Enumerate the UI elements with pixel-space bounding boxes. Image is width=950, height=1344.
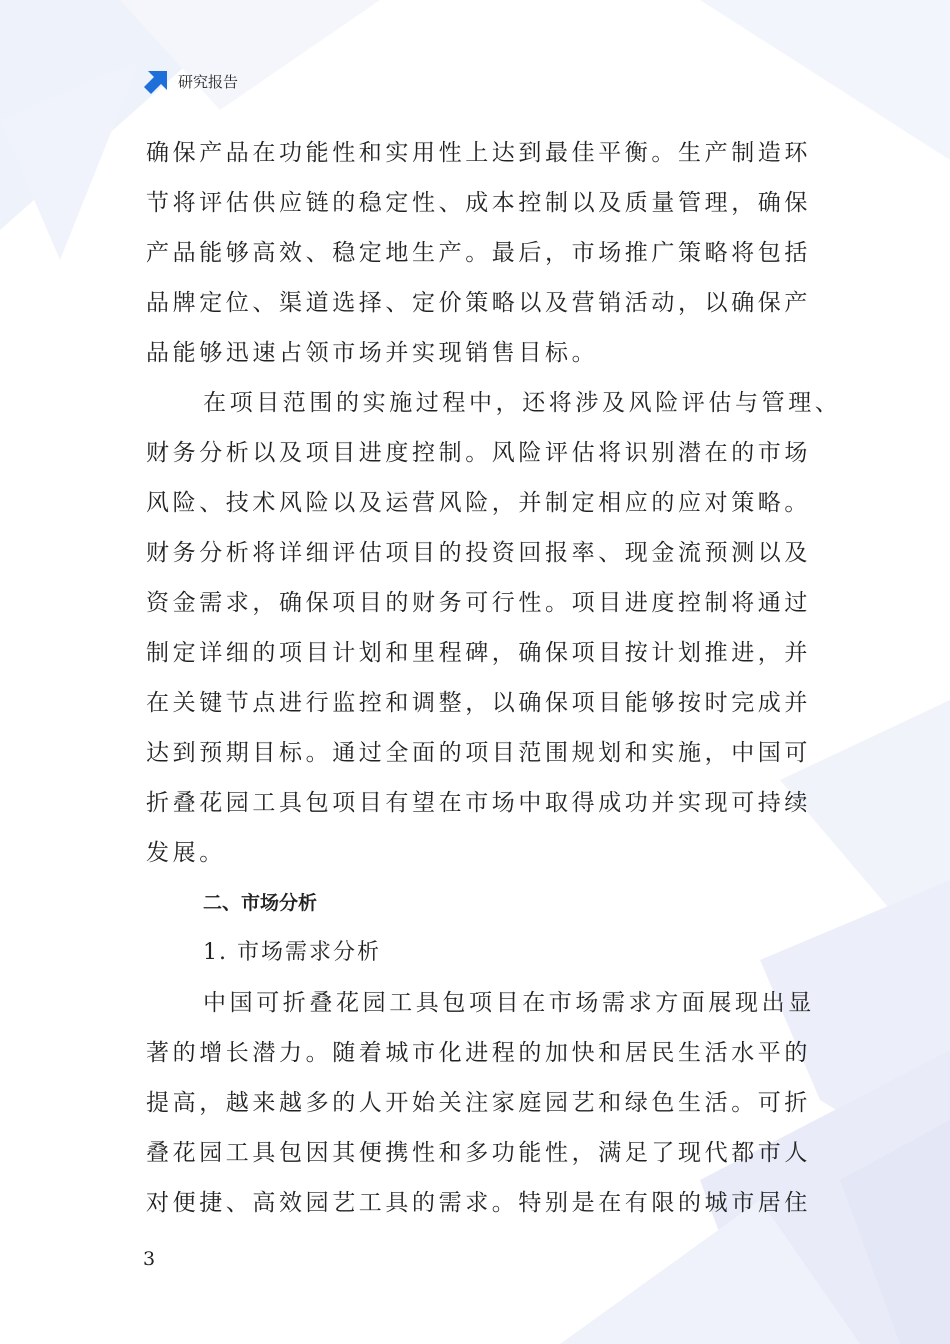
page-number: 3	[143, 1248, 156, 1270]
document-body	[146, 128, 842, 1228]
text-line: 达到预期目标。通过全面的项目范围规划和实施，中国可	[146, 740, 811, 766]
text-line: 资金需求，确保项目的财务可行性。项目进度控制将通过	[146, 590, 811, 616]
text-line: 风险、技术风险以及运营风险，并制定相应的应对策略。	[146, 490, 811, 516]
text-line: 叠花园工具包因其便携性和多功能性，满足了现代都市人	[146, 1140, 811, 1166]
text-line: 中国可折叠花园工具包项目在市场需求方面展现出显	[203, 990, 815, 1016]
text-line: 著的增长潜力。随着城市化进程的加快和居民生活水平的	[146, 1040, 811, 1066]
subsection-heading: 1. 市场需求分析	[203, 940, 381, 965]
text-line: 节将评估供应链的稳定性、成本控制以及质量管理，确保	[146, 190, 811, 216]
text-line: 确保产品在功能性和实用性上达到最佳平衡。生产制造环	[146, 140, 811, 166]
text-line: 品能够迅速占领市场并实现销售目标。	[146, 340, 599, 366]
text-line: 对便捷、高效园艺工具的需求。特别是在有限的城市居住	[146, 1190, 811, 1216]
text-line: 在项目范围的实施过程中，还将涉及风险评估与管理、	[203, 390, 842, 416]
text-line: 品牌定位、渠道选择、定价策略以及营销活动，以确保产	[146, 290, 811, 316]
paragraph	[146, 978, 826, 1228]
text-line: 提高，越来越多的人开始关注家庭园艺和绿色生活。可折	[146, 1090, 811, 1116]
paragraph	[146, 378, 842, 878]
report-header	[144, 66, 238, 96]
text-line: 发展。	[146, 840, 226, 866]
text-line: 财务分析以及项目进度控制。风险评估将识别潜在的市场	[146, 440, 811, 466]
text-line: 制定详细的项目计划和里程碑，确保项目按计划推进，并	[146, 640, 811, 666]
paragraph	[146, 128, 826, 378]
text-line: 产品能够高效、稳定地生产。最后，市场推广策略将包括	[146, 240, 811, 266]
text-line: 财务分析将详细评估项目的投资回报率、现金流预测以及	[146, 540, 811, 566]
header-title: 研究报告	[178, 72, 239, 91]
text-line: 在关键节点进行监控和调整，以确保项目能够按时完成并	[146, 690, 811, 716]
arrow-up-right-icon	[144, 68, 170, 94]
text-line: 折叠花园工具包项目有望在市场中取得成功并实现可持续	[146, 790, 811, 816]
section-heading: 二、市场分析	[203, 892, 318, 914]
